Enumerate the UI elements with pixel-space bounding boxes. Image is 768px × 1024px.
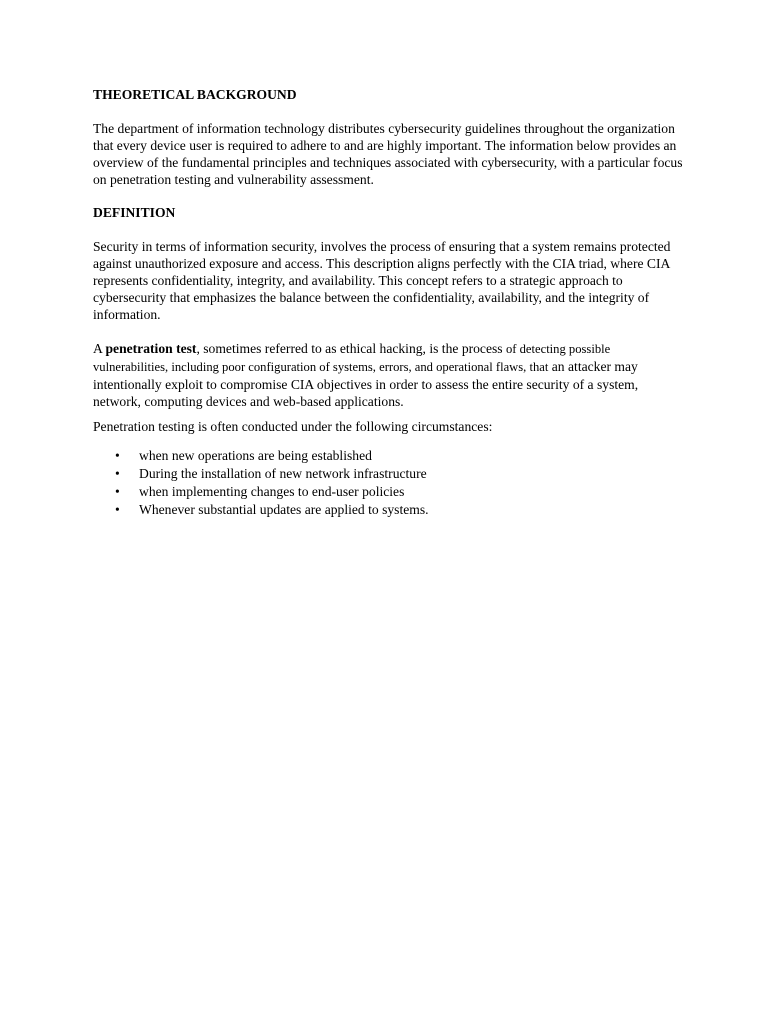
list-item [93, 465, 683, 483]
pentest-prefix: A [93, 341, 106, 356]
pentest-small-text: of detecting possible vulnerabilities, including poor configuration of systems, errors, and operational flaws, that [93, 342, 611, 374]
bullet-icon: • [115, 484, 120, 499]
circumstances-list [93, 447, 683, 519]
list-item [93, 501, 683, 519]
theoretical-background-heading: THEORETICAL BACKGROUND [93, 87, 297, 102]
definition-heading: DEFINITION [93, 205, 176, 220]
penetration-test-term: penetration test [105, 341, 197, 356]
intro-paragraph: The department of information technology distributes cybersecurity guidelines throughout the organization that every device user is required to adhere to and are highly important. The information below provides an overview of the fundamental principles and techniques associated with cybersecurity, with a particular focus on penetration testing and vulnerability assessment. [93, 121, 683, 187]
list-item [93, 447, 683, 465]
list-item-text: Whenever substantial updates are applied to systems. [139, 502, 429, 517]
pentest-suffix: an attacker may intentionally exploit to compromise CIA objectives in order to assess the entire security of a system, network, computing devices and web-based applications. [93, 359, 639, 409]
list-item-text: During the installation of new network infrastructure [139, 466, 427, 481]
list-item [93, 483, 683, 501]
bullet-icon: • [115, 466, 120, 481]
bullet-icon: • [115, 448, 120, 463]
list-item-text: when new operations are being established [139, 448, 372, 463]
document-page [93, 86, 683, 519]
penetration-test-paragraph [93, 340, 683, 410]
list-item-text: when implementing changes to end-user policies [139, 484, 405, 499]
pentest-middle: , sometimes referred to as ethical hacking, is the process [196, 341, 506, 356]
security-definition-paragraph: Security in terms of information security, involves the process of ensuring that a system remains protected against unauthorized exposure and access. This description aligns perfectly with the CIA triad, where CIA represents confidentiality, integrity, and availability. This concept refers to a strategic approach to cybersecurity that emphasizes the balance between the confidentiality, availability, and the integrity of information. [93, 239, 671, 322]
circumstances-intro: Penetration testing is often conducted under the following circumstances: [93, 419, 493, 434]
bullet-icon: • [115, 502, 120, 517]
